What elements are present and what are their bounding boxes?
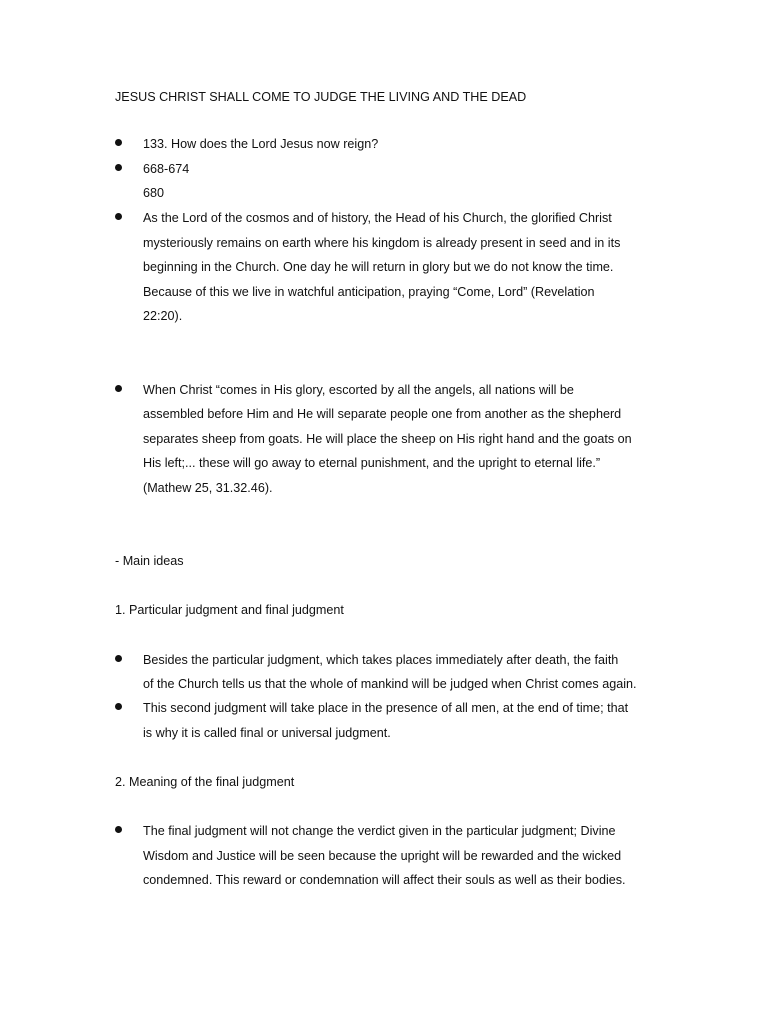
- bullet-icon: [115, 213, 122, 220]
- bullet-icon: [115, 139, 122, 146]
- reference-number: 668-674: [143, 162, 190, 176]
- answer-line: As the Lord of the cosmos and of history, the Head of his Church, the glorified Christ: [143, 211, 612, 225]
- answer-line: Because of this we live in watchful anticipation, praying “Come, Lord” (Revelation: [143, 285, 595, 299]
- quote-line: When Christ “comes in His glory, escorted by all the angels, all nations will be: [143, 383, 574, 397]
- quote-line: (Mathew 25, 31.32.46).: [143, 481, 273, 495]
- main-ideas-label: - Main ideas: [115, 554, 184, 568]
- bullet-icon: [115, 164, 122, 171]
- paragraph-line: Besides the particular judgment, which takes places immediately after death, the faith: [143, 653, 619, 667]
- paragraph-line: Wisdom and Justice will be seen because the upright will be rewarded and the wicked: [143, 849, 622, 863]
- document-title: JESUS CHRIST SHALL COME TO JUDGE THE LIVING AND THE DEAD: [115, 90, 527, 104]
- answer-line: mysteriously remains on earth where his kingdom is already present in seed and in its: [143, 236, 621, 250]
- paragraph-line: condemned. This reward or condemnation will affect their souls as well as their bodies.: [143, 873, 626, 887]
- quote-line: separates sheep from goats. He will place the sheep on His right hand and the goats on: [143, 432, 632, 446]
- quote-line: assembled before Him and He will separate people one from another as the shepherd: [143, 407, 622, 421]
- reference-number: 680: [143, 186, 165, 200]
- answer-line: beginning in the Church. One day he will return in glory but we do not know the time.: [143, 260, 614, 274]
- section-heading: 1. Particular judgment and final judgment: [115, 603, 344, 617]
- section-heading: 2. Meaning of the final judgment: [115, 775, 295, 789]
- paragraph-line: of the Church tells us that the whole of mankind will be judged when Christ comes again.: [143, 677, 637, 691]
- bullet-icon: [115, 703, 122, 710]
- question-text: 133. How does the Lord Jesus now reign?: [143, 137, 379, 151]
- bullet-icon: [115, 655, 122, 662]
- bullet-icon: [115, 385, 122, 392]
- paragraph-line: is why it is called final or universal judgment.: [143, 726, 391, 740]
- paragraph-line: This second judgment will take place in the presence of all men, at the end of time; that: [143, 701, 629, 715]
- bullet-icon: [115, 826, 122, 833]
- quote-line: His left;... these will go away to eternal punishment, and the upright to eternal life.”: [143, 456, 601, 470]
- paragraph-line: The final judgment will not change the verdict given in the particular judgment; Divine: [143, 824, 616, 838]
- answer-line: 22:20).: [143, 309, 183, 323]
